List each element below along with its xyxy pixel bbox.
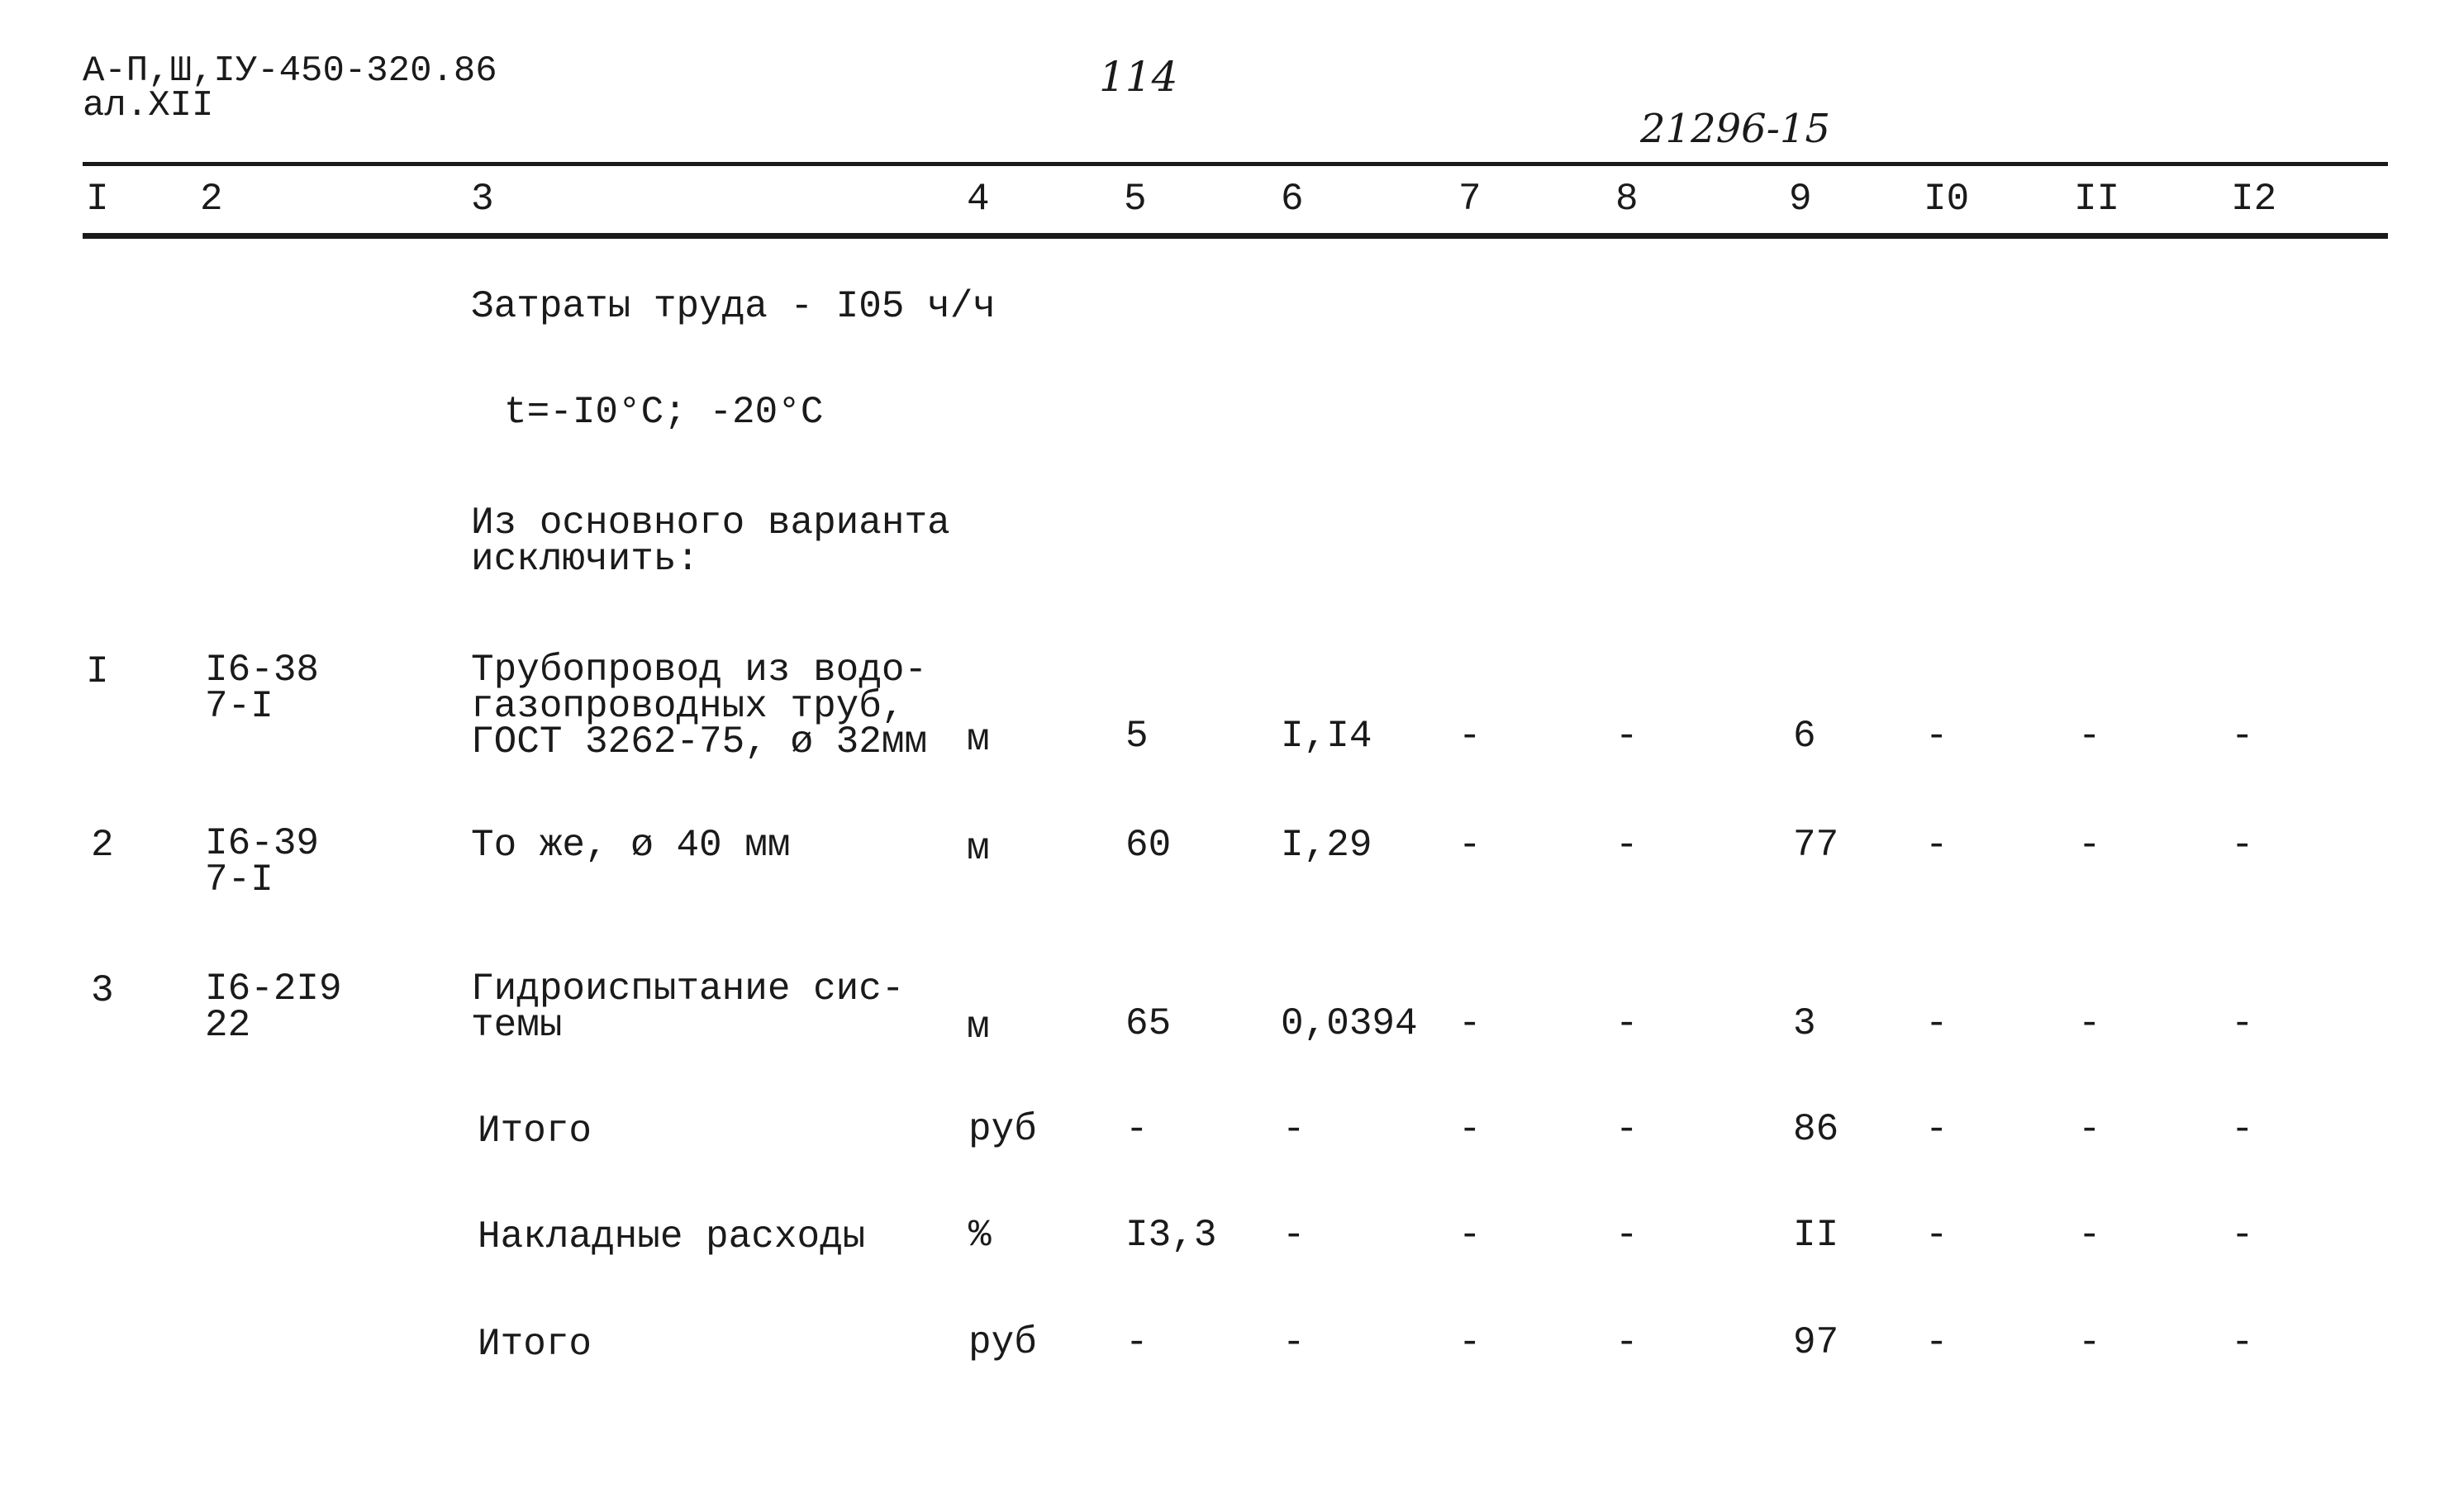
- cell-col5: I3,3: [1125, 1214, 1217, 1257]
- unit-cell: руб: [968, 1321, 1037, 1364]
- column-number: 4: [967, 178, 990, 221]
- cell-col7: -: [1458, 1002, 1482, 1045]
- rate-code-line: 7-I: [205, 684, 273, 728]
- page-number: 114: [1099, 53, 1178, 101]
- column-number: I: [86, 178, 109, 221]
- row-number: 2: [91, 824, 114, 867]
- cell-col9: 86: [1793, 1108, 1839, 1151]
- item-description: То же, ø 40 мм: [471, 824, 791, 867]
- summary-label: Итого: [478, 1323, 592, 1366]
- cell-col7: -: [1458, 1321, 1482, 1364]
- row-number: 3: [91, 969, 114, 1012]
- cell-col6: I,I4: [1281, 715, 1372, 758]
- cell-col10: -: [1925, 1002, 1948, 1045]
- rate-code: [205, 649, 320, 728]
- cell-col8: -: [1615, 1002, 1639, 1045]
- column-number: 2: [200, 178, 223, 221]
- rate-code-line: 7-I: [205, 858, 273, 901]
- cell-col9: 97: [1793, 1321, 1839, 1364]
- description-line: ГОСТ 3262-75, ø 32мм: [471, 720, 928, 764]
- exclude-line: Из основного варианта: [471, 502, 950, 544]
- cell-col8: -: [1615, 1321, 1639, 1364]
- cell-col11: -: [2078, 824, 2101, 867]
- cell-col9: 6: [1793, 715, 1816, 758]
- column-number: 6: [1281, 178, 1304, 221]
- cell-col11: -: [2078, 1321, 2101, 1364]
- top-rule: [83, 162, 2388, 166]
- cell-col6: I,29: [1281, 824, 1372, 867]
- column-number: 3: [471, 178, 494, 221]
- cell-col8: -: [1615, 715, 1639, 758]
- archive-number: 21296-15: [1640, 106, 1830, 152]
- cell-col12: -: [2231, 1321, 2254, 1364]
- cell-col7: -: [1458, 1214, 1482, 1257]
- cell-col5: 60: [1125, 824, 1172, 867]
- cell-col12: -: [2231, 1108, 2254, 1151]
- cell-col12: -: [2231, 715, 2254, 758]
- sheet-label: ал.XII: [83, 85, 214, 126]
- rate-code-line: I6-38: [205, 649, 320, 692]
- cell-col6: -: [1282, 1108, 1306, 1151]
- cell-col8: -: [1615, 1108, 1639, 1151]
- cell-col5: 5: [1125, 715, 1149, 758]
- labor-cost-text: Затраты труда - I05 ч/ч: [471, 285, 996, 328]
- cell-col12: -: [2231, 1002, 2254, 1045]
- cell-col12: -: [2231, 824, 2254, 867]
- cell-col11: -: [2078, 1108, 2101, 1151]
- cell-col5: -: [1125, 1321, 1149, 1364]
- unit-cell: руб: [968, 1108, 1037, 1151]
- summary-label: Накладные расходы: [478, 1215, 866, 1258]
- rate-code-line: I6-2I9: [205, 968, 342, 1010]
- cell-col8: -: [1615, 824, 1639, 867]
- rate-code: [205, 968, 342, 1047]
- cell-col6: -: [1282, 1214, 1306, 1257]
- cell-col10: -: [1925, 1321, 1948, 1364]
- rate-code-line: 22: [205, 1003, 251, 1047]
- cell-col6: -: [1282, 1321, 1306, 1364]
- summary-label: Итого: [478, 1110, 592, 1153]
- description-line: газопроводных труб,: [471, 684, 905, 728]
- cell-col10: -: [1925, 824, 1948, 867]
- cell-col7: -: [1458, 715, 1482, 758]
- rate-code: [205, 822, 320, 901]
- cell-col11: -: [2078, 1002, 2101, 1045]
- cell-col7: -: [1458, 1108, 1482, 1151]
- rate-code-line: I6-39: [205, 822, 320, 865]
- description-line: Трубопровод из водо-: [471, 649, 928, 692]
- header-bottom-rule: [83, 233, 2388, 239]
- cell-col8: -: [1615, 1214, 1639, 1257]
- cell-col5: -: [1125, 1108, 1149, 1151]
- cell-col9: 77: [1793, 824, 1839, 867]
- description-line: темы: [471, 1003, 563, 1047]
- document-code: А-П,Ш,IУ-450-320.86: [83, 50, 497, 92]
- column-number: 8: [1615, 178, 1639, 221]
- unit-cell: м: [967, 718, 990, 761]
- column-number: 7: [1458, 178, 1482, 221]
- column-number: 5: [1124, 178, 1147, 221]
- unit-cell: м: [967, 1006, 990, 1048]
- description-line: Гидроиспытание сис-: [471, 968, 905, 1010]
- cell-col10: -: [1925, 715, 1948, 758]
- exclude-line: исключить:: [471, 538, 700, 581]
- column-number: 9: [1789, 178, 1812, 221]
- item-description: [471, 968, 905, 1047]
- unit-cell: %: [968, 1214, 992, 1257]
- cell-col11: -: [2078, 1214, 2101, 1257]
- exclude-heading: [471, 502, 950, 581]
- unit-cell: м: [967, 827, 990, 870]
- cell-col6: 0,0394: [1281, 1002, 1418, 1045]
- temperature-text: t=-I0°С; -20°С: [504, 391, 824, 434]
- cell-col7: -: [1458, 824, 1482, 867]
- cell-col9: II: [1793, 1214, 1839, 1257]
- cell-col9: 3: [1793, 1002, 1816, 1045]
- cell-col10: -: [1925, 1214, 1948, 1257]
- cell-col11: -: [2078, 715, 2101, 758]
- row-number: I: [86, 650, 109, 693]
- column-number: I2: [2231, 178, 2277, 221]
- column-number: I0: [1924, 178, 1970, 221]
- cell-col12: -: [2231, 1214, 2254, 1257]
- column-number: II: [2074, 178, 2120, 221]
- item-description: [471, 649, 928, 764]
- cell-col10: -: [1925, 1108, 1948, 1151]
- cell-col5: 65: [1125, 1002, 1172, 1045]
